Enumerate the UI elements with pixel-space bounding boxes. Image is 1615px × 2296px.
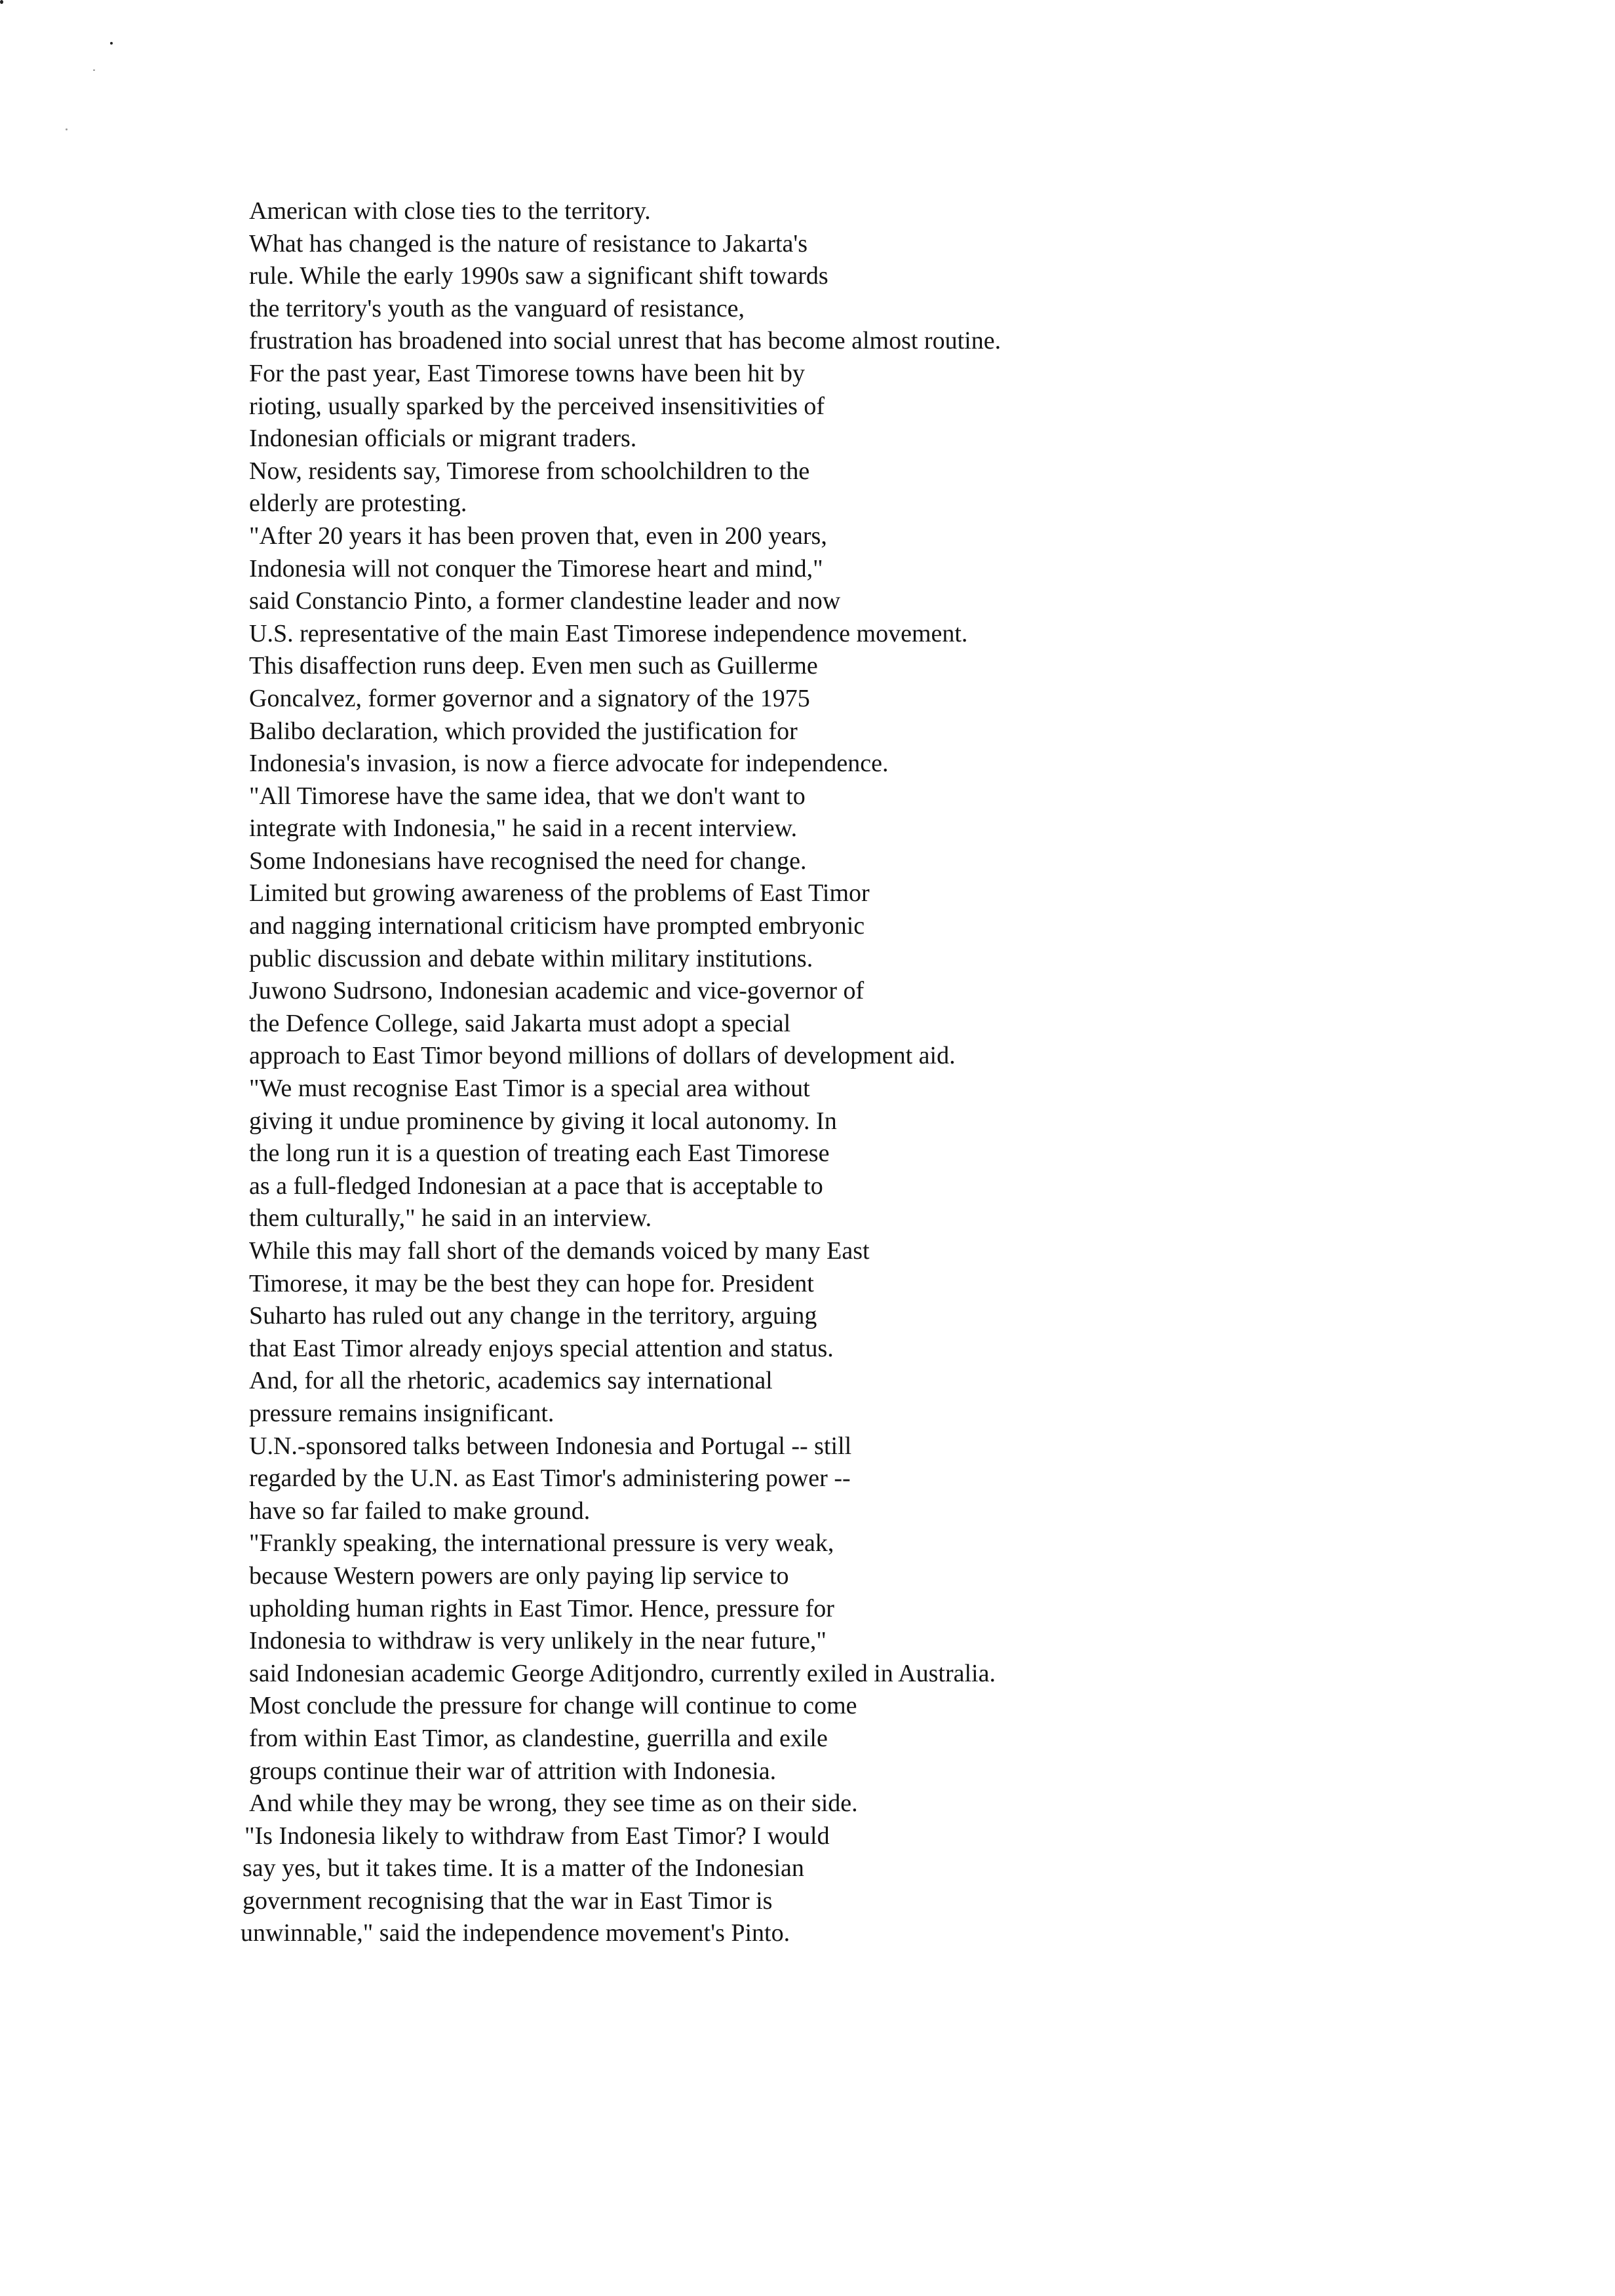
text-line: Indonesia to withdraw is very unlikely in the near future," — [249, 1627, 827, 1655]
scan-speck — [93, 69, 95, 71]
text-line: U.S. representative of the main East Timorese independence movement. — [249, 619, 968, 647]
text-line: Suharto has ruled out any change in the territory, arguing — [249, 1302, 817, 1330]
text-line: the long run it is a question of treating each East Timorese — [249, 1139, 830, 1168]
text-line: Indonesia will not conquer the Timorese heart and mind," — [249, 554, 823, 583]
scan-speck — [66, 128, 68, 130]
text-line: Limited but growing awareness of the problems of East Timor — [249, 879, 870, 908]
text-line: as a full-fledged Indonesian at a pace that is acceptable to — [249, 1172, 823, 1200]
text-line: public discussion and debate within military institutions. — [249, 944, 813, 972]
text-line: rioting, usually sparked by the perceived insensitivities of — [249, 392, 825, 420]
text-line: rule. While the early 1990s saw a significant shift towards — [249, 262, 828, 290]
text-line: frustration has broadened into social unrest that has become almost routine. — [249, 327, 1002, 355]
text-line: "We must recognise East Timor is a special area without — [249, 1075, 810, 1103]
text-line: Indonesian officials or migrant traders. — [249, 425, 637, 453]
text-line: and nagging international criticism have prompted embryonic — [249, 912, 865, 940]
text-line: This disaffection runs deep. Even men such as Guillerme — [249, 652, 818, 680]
text-line: Juwono Sudrsono, Indonesian academic and vice-governor of — [249, 977, 865, 1005]
text-line: U.N.-sponsored talks between Indonesia and Portugal -- still — [249, 1432, 852, 1460]
text-line: pressure remains insignificant. — [249, 1399, 555, 1427]
article-body — [241, 195, 1494, 1950]
text-line: "Is Indonesia likely to withdraw from East Timor? I would — [244, 1822, 830, 1850]
text-line: government recognising that the war in East Timor is — [243, 1886, 773, 1915]
text-line: them culturally," he said in an interview. — [249, 1204, 652, 1233]
text-line: regarded by the U.N. as East Timor's administering power -- — [249, 1464, 851, 1493]
text-line: Most conclude the pressure for change will continue to come — [249, 1692, 857, 1720]
text-line: Timorese, it may be the best they can hope for. President — [249, 1269, 814, 1297]
text-line: For the past year, East Timorese towns have been hit by — [249, 359, 806, 387]
text-line: from within East Timor, as clandestine, guerrilla and exile — [249, 1724, 828, 1752]
text-line: Indonesia's invasion, is now a fierce advocate for independence. — [249, 750, 889, 778]
text-line: giving it undue prominence by giving it local autonomy. In — [249, 1107, 837, 1135]
text-line: "All Timorese have the same idea, that we don't want to — [249, 782, 806, 810]
text-line: the Defence College, said Jakarta must adopt a special — [249, 1009, 791, 1037]
text-line: And while they may be wrong, they see time as on their side. — [249, 1789, 858, 1818]
text-line: say yes, but it takes time. It is a matter of the Indonesian — [243, 1854, 804, 1883]
text-line: Balibo declaration, which provided the justification for — [249, 717, 798, 745]
text-line: integrate with Indonesia," he said in a recent interview. — [249, 814, 798, 843]
text-line: that East Timor already enjoys special attention and status. — [249, 1334, 834, 1362]
text-line: And, for all the rhetoric, academics say international — [249, 1367, 773, 1395]
scan-speck — [110, 42, 113, 45]
text-line: While this may fall short of the demands voiced by many East — [249, 1237, 870, 1265]
text-line: elderly are protesting. — [249, 489, 467, 518]
text-line: because Western powers are only paying lip service to — [249, 1561, 789, 1590]
text-line: Goncalvez, former governor and a signatory of the 1975 — [249, 684, 810, 712]
text-line: Some Indonesians have recognised the need for change. — [249, 847, 807, 875]
text-line: American with close ties to the territory. — [249, 197, 651, 225]
text-line: "Frankly speaking, the international pressure is very weak, — [249, 1529, 834, 1558]
text-line: approach to East Timor beyond millions of dollars of development aid. — [249, 1042, 956, 1070]
text-line: groups continue their war of attrition with Indonesia. — [249, 1757, 777, 1785]
text-line: Now, residents say, Timorese from schoolchildren to the — [249, 457, 810, 485]
text-line: said Indonesian academic George Aditjondro, currently exiled in Australia. — [249, 1659, 996, 1687]
text-line: said Constancio Pinto, a former clandestine leader and now — [249, 587, 841, 615]
text-line: unwinnable," said the independence movement's Pinto. — [241, 1919, 790, 1947]
text-line: have so far failed to make ground. — [249, 1497, 591, 1525]
text-line: the territory's youth as the vanguard of resistance, — [249, 294, 745, 322]
text-line: upholding human rights in East Timor. Hence, pressure for — [249, 1594, 834, 1622]
text-line: What has changed is the nature of resistance to Jakarta's — [249, 229, 808, 258]
scan-speck — [0, 0, 3, 4]
text-line: "After 20 years it has been proven that, even in 200 years, — [249, 522, 827, 550]
